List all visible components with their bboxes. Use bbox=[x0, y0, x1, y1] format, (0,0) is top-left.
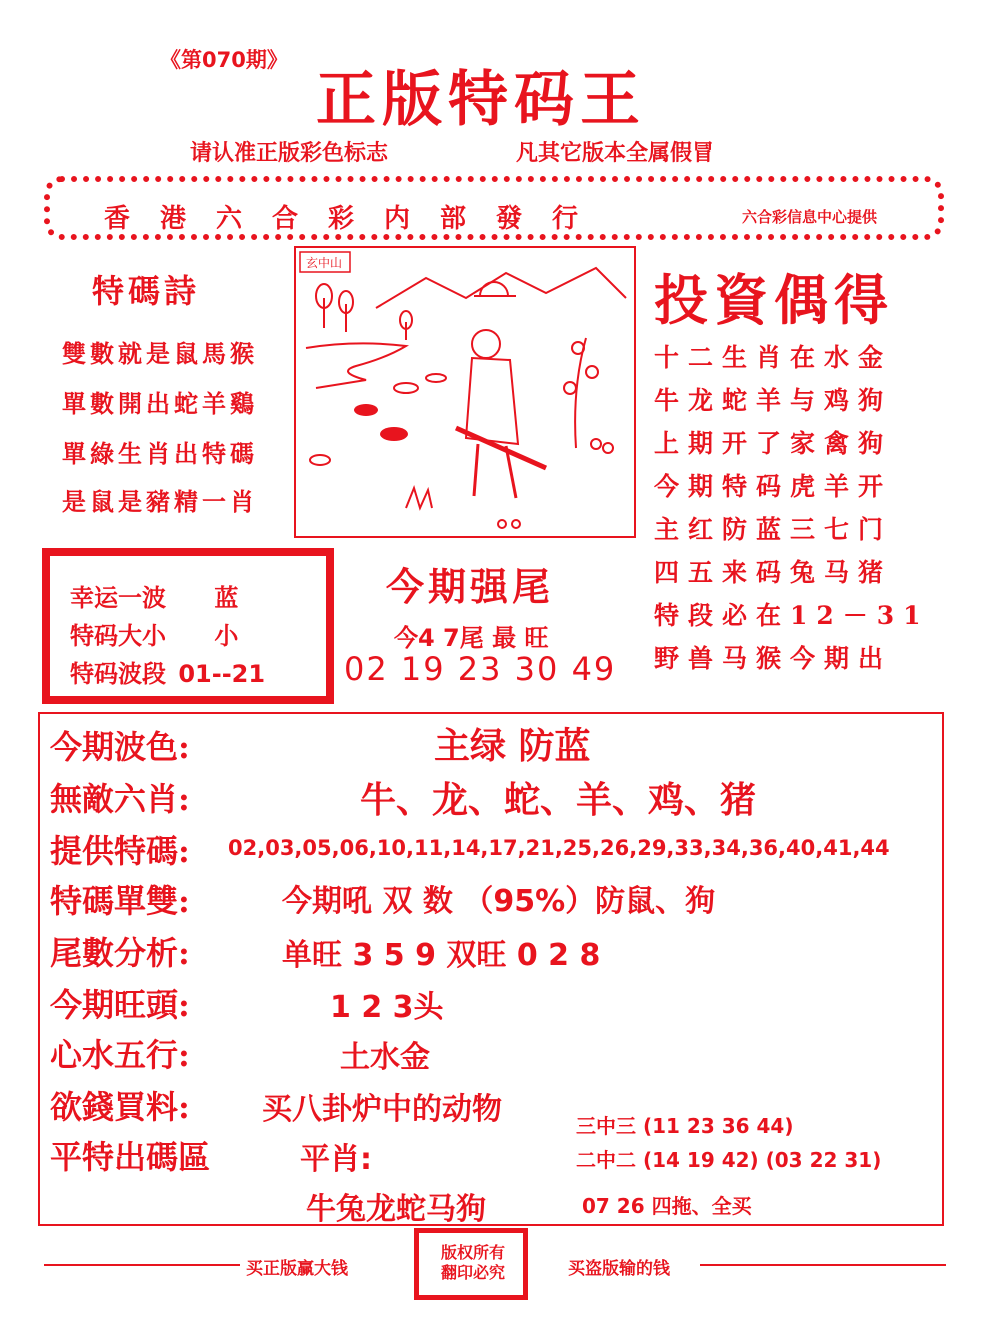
invest-title: 投資偶得 bbox=[654, 268, 894, 332]
invest-line: 上期开了家禽狗 bbox=[654, 429, 893, 458]
zone-label: 平特出碼區 bbox=[50, 1138, 211, 1176]
invest-line: 牛龙蛇羊与鸡狗 bbox=[654, 386, 893, 415]
poem-line: 單綠生肖出特碼 bbox=[62, 439, 258, 468]
six-zodiac-value: 牛、龙、蛇、羊、鸡、猪 bbox=[360, 780, 757, 821]
lucky-label: 特码大小 bbox=[70, 622, 166, 650]
poem-title: 特碼詩 bbox=[92, 272, 201, 310]
head-label: 今期旺頭: bbox=[50, 986, 190, 1024]
copyright-notice bbox=[428, 1243, 518, 1283]
copyright-line: 版权所有 bbox=[440, 1243, 505, 1262]
head-value: 1 2 3头 bbox=[330, 990, 444, 1025]
codes-value: 02,03,05,06,10,11,14,17,21,25,26,29,33,34,36,40,41,44 bbox=[228, 836, 890, 860]
combo-drag: 07 26 四拖、全买 bbox=[582, 1194, 752, 1218]
tail-value: 单旺 3 5 9 双旺 0 2 8 bbox=[282, 938, 601, 973]
strong-tail-subtitle: 今4 7尾 最 旺 bbox=[394, 624, 549, 652]
issue-number: 《第070期》 bbox=[160, 48, 288, 72]
footer-right-slogan: 买盗版输的钱 bbox=[568, 1259, 670, 1279]
footer-divider bbox=[700, 1264, 946, 1266]
traveler-illustration bbox=[296, 248, 634, 536]
invest-line: 特段必在12－31 bbox=[654, 601, 930, 630]
footer-left-slogan: 买正版赢大钱 bbox=[246, 1259, 348, 1279]
page-title: 正版特码王 bbox=[316, 65, 646, 135]
invest-line: 十二生肖在水金 bbox=[654, 343, 893, 372]
five-elements-label: 心水五行: bbox=[50, 1036, 190, 1074]
seal-text: 玄中山 bbox=[306, 256, 343, 270]
ping-label: 平肖: bbox=[300, 1142, 372, 1177]
buy-label: 欲錢買料: bbox=[50, 1088, 190, 1126]
lucky-value: 蓝 bbox=[214, 584, 239, 612]
invest-line: 四五来码兔马猪 bbox=[654, 558, 893, 587]
invest-line: 野兽马猴今期出 bbox=[654, 644, 893, 673]
five-elements-value: 土水金 bbox=[340, 1040, 430, 1075]
wave-label: 今期波色: bbox=[50, 728, 190, 766]
counterfeit-notice: 凡其它版本全属假冒 bbox=[516, 141, 715, 166]
tail-label: 尾數分析: bbox=[50, 934, 190, 972]
parity-label: 特碼單雙: bbox=[50, 882, 190, 920]
illustration-frame bbox=[294, 246, 636, 538]
poem-line: 單數開出蛇羊鷄 bbox=[62, 389, 258, 418]
lucky-label: 特码波段 bbox=[70, 660, 166, 688]
lucky-row bbox=[70, 654, 265, 689]
wave-value: 主绿 防蓝 bbox=[434, 726, 591, 767]
banner-text: 香港六合彩内部發行 bbox=[104, 204, 609, 234]
parity-value: 今期吼 双 数 （95%）防鼠、狗 bbox=[282, 884, 716, 919]
combo-three: 三中三 (11 23 36 44) bbox=[576, 1114, 794, 1138]
footer-divider bbox=[44, 1264, 240, 1266]
invest-line: 今期特码虎羊开 bbox=[654, 472, 893, 501]
codes-label: 提供特碼: bbox=[50, 832, 190, 870]
authenticity-notice: 请认准正版彩色标志 bbox=[190, 141, 389, 166]
strong-tail-title: 今期强尾 bbox=[386, 565, 555, 609]
lucky-value: 01--21 bbox=[178, 660, 266, 688]
lucky-row bbox=[70, 616, 238, 651]
combo-two: 二中二 (14 19 42) (03 22 31) bbox=[576, 1148, 882, 1172]
invest-line: 主红防蓝三七门 bbox=[654, 515, 893, 544]
ping-animals: 牛兔龙蛇马狗 bbox=[306, 1192, 486, 1227]
strong-tail-numbers: 02 19 23 30 49 bbox=[344, 650, 617, 688]
lucky-value: 小 bbox=[214, 622, 239, 650]
banner-source: 六合彩信息中心提供 bbox=[742, 208, 878, 226]
lucky-label: 幸运一波 bbox=[70, 584, 166, 612]
poem-line: 雙數就是鼠馬猴 bbox=[62, 339, 258, 368]
copyright-line: 翻印必究 bbox=[440, 1263, 505, 1282]
six-zodiac-label: 無敵六肖: bbox=[50, 780, 190, 818]
buy-value: 买八卦炉中的动物 bbox=[262, 1092, 502, 1127]
poem-line: 是鼠是豬精一肖 bbox=[62, 487, 258, 516]
lucky-row bbox=[70, 578, 238, 613]
